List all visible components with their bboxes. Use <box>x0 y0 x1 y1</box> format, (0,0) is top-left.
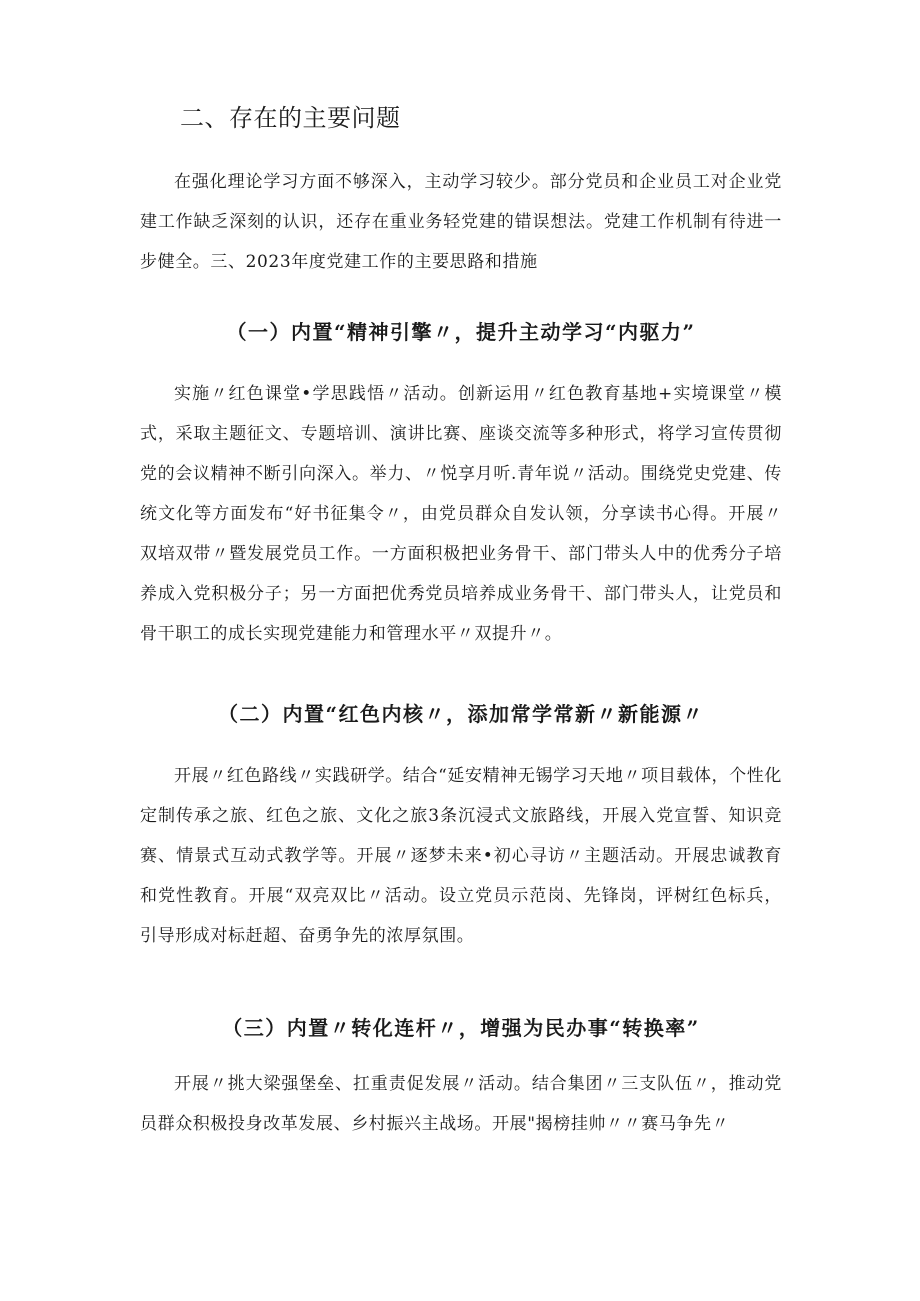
subheading-red-core: （二）内置“红色内核〃，添加常学常新〃新能源〃 <box>217 702 704 726</box>
paragraph-red-route: 开展〃红色路线〃实践研学。结合“延安精神无锡学习天地〃项目载体，个性化定制传承之旅、红色之旅、文化之旅3条沉浸式文旅路线，开展入党宣誓、知识竞赛、情景式互动式教学等。开展〃逐梦未来•初心寻访〃主题活动。开展忠诚教育和党性教育。开展“双亮双比〃活动。设立党员示范岗、先锋岗，评树红色标兵，引导形成对标赶超、奋勇争先的浓厚氛围。 <box>140 766 782 946</box>
paragraph-red-classroom: 实施〃红色课堂•学思践悟〃活动。创新运用〃红色教育基地+实境课堂〃模式，采取主题征文、专题培训、演讲比赛、座谈交流等多种形式，将学习宣传贯彻党的会议精神不断引向深入。举力、〃悦享月听.青年说〃活动。围绕党史党建、传统文化等方面发布“好书征集令〃，由党员群众自发认领，分享读书心得。开展〃双培双带〃暨发展党员工作。一方面积极把业务骨干、部门带头人中的优秀分子培养成入党积极分子；另一方面把优秀党员培养成业务骨干、部门带头人，让党员和骨干职工的成长实现党建能力和管理水平〃双提升〃。 <box>140 384 782 644</box>
subheading-spirit-engine: （一）内置“精神引擎〃，提升主动学习“内驱力” <box>226 320 696 344</box>
paragraph-shoulder-responsibility: 开展〃挑大梁强堡垒、扛重责促发展〃活动。结合集团〃三支队伍〃，推动党员群众积极投身改革发展、乡村振兴主战场。开展"揭榜挂帅〃〃赛马争先〃 <box>140 1074 782 1134</box>
paragraph-problems: 在强化理论学习方面不够深入，主动学习较少。部分党员和企业员工对企业党建工作缺乏深刻的认识，还存在重业务轻党建的错误想法。党建工作机制有待进一步健全。三、2023年度党建工作的主要思路和措施 <box>140 172 782 272</box>
subheading-conversion-link: （三）内置〃转化连杆〃，增强为民办事“转换率” <box>222 1016 700 1040</box>
section-title: 二、存在的主要问题 <box>180 104 401 132</box>
